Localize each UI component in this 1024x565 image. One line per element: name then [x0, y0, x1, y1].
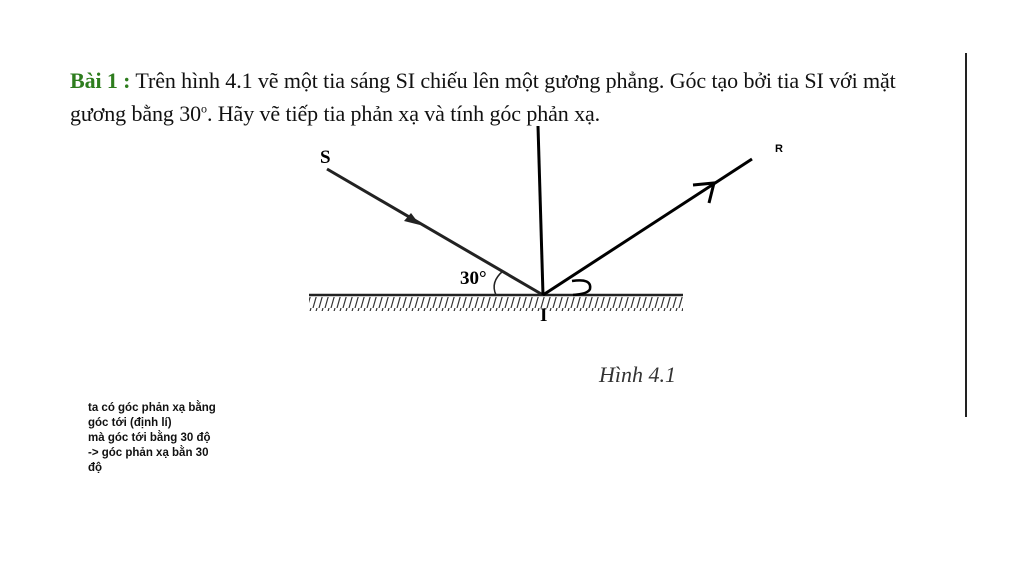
figure-caption: Hình 4.1	[599, 362, 676, 387]
problem-text-part2: . Hãy vẽ tiếp tia phản xạ và tính góc phản xạ.	[206, 101, 601, 126]
reflected-angle-arc	[572, 280, 590, 295]
problem-text-part1: Trên hình 4.1 vẽ một tia sáng SI chiếu lên một gương phẳng. Góc tạo bởi tia SI với mặt gương bằng 30	[70, 68, 896, 126]
mirror	[309, 295, 683, 311]
angle-30-arc	[494, 271, 503, 295]
point-r-label: R	[775, 143, 783, 155]
point-s-label: S	[320, 147, 331, 168]
degree-mark: o	[201, 101, 207, 116]
normal-line	[538, 126, 543, 295]
answer-note: ta có góc phản xạ bằng góc tới (định lí) mà góc tới bằng 30 độ -> góc phản xạ bằn 30 độ	[88, 402, 216, 474]
point-i-label: I	[540, 305, 548, 326]
reflected-ray-ir	[543, 159, 752, 295]
angle-30-label: 30°	[460, 268, 487, 289]
incident-ray-si	[327, 169, 543, 295]
problem-label: Bài 1 :	[70, 68, 131, 93]
